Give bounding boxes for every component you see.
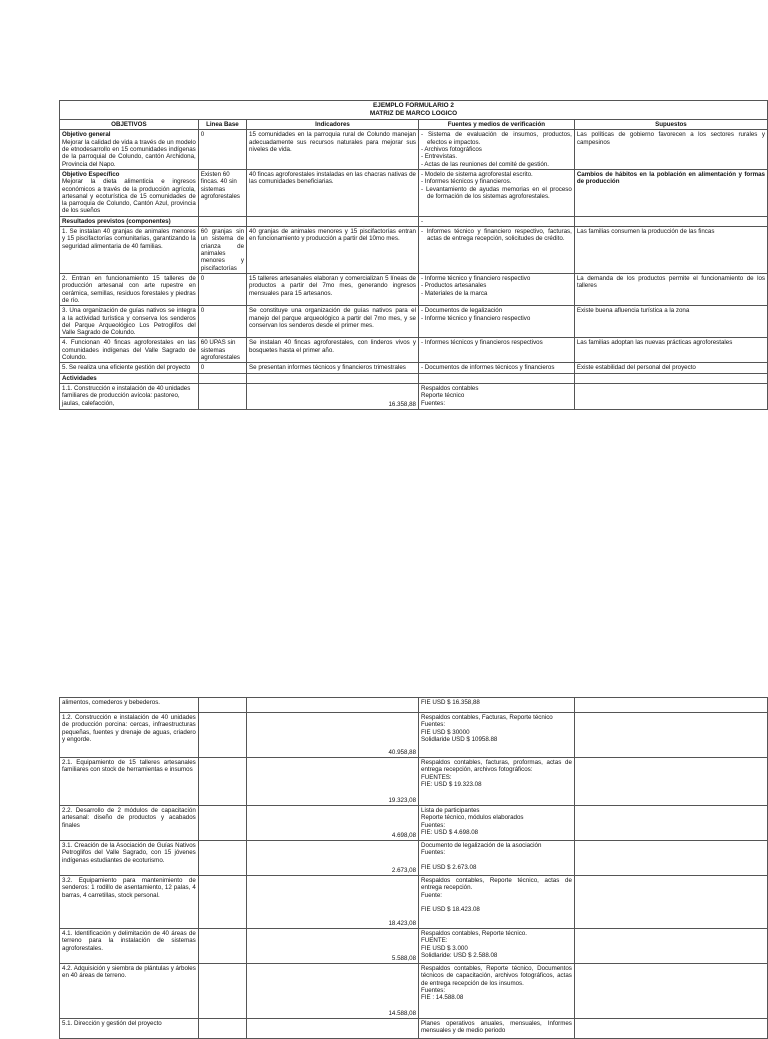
table-row	[60, 964, 768, 1019]
source-item: FUENTES:	[421, 773, 452, 781]
sources-cell	[419, 876, 575, 929]
baseline-cell: 0	[198, 363, 246, 373]
source-item: FIE USD $ 3.000	[421, 944, 468, 952]
source-item: Respaldos contables	[420, 385, 479, 392]
indicator-cell: 40 granjas de animales menores y 15 piscifactorías entran en funcionamiento y producción a partir del 10mo mes.	[247, 227, 419, 274]
source-item: Solidlaride: USD $ 2.588.08	[421, 951, 498, 959]
indicator-cell: Se presentan informes técnicos y financieros trimestrales	[247, 363, 419, 373]
sources-cell	[418, 227, 574, 274]
baseline-cell: 0	[198, 130, 246, 170]
sources-cell	[418, 306, 574, 338]
activity-amount: 16.358,88	[247, 384, 419, 410]
source-item: - Actas de las reuniones del comité de gestión.	[420, 160, 549, 168]
source-item: Reporte técnico	[420, 392, 465, 400]
source-item: FIE: USD $ 19.323.08	[421, 780, 482, 788]
sources-cell	[418, 169, 574, 216]
source-item: - Archivos fotográficos	[420, 145, 482, 153]
source-item: Solidlaride USD $ 10958.88	[421, 735, 498, 743]
source-item: Planes operativos anuales, mensuales, Informes mensuales y de medio periodo	[421, 1020, 572, 1035]
header-linea-base: Linea Base	[198, 120, 246, 130]
source-item: - Modelo de sistema agroforestal escrito.	[420, 170, 533, 178]
assumption-cell: Existe estabilidad del personal del proyecto	[574, 363, 767, 373]
activity-amount	[247, 1019, 419, 1039]
title-line-2: MATRIZ DE MARCO LOGICO	[369, 110, 458, 117]
objective-cell	[60, 130, 199, 170]
source-item: FIE USD $ 2.673.08	[421, 863, 477, 871]
sources-cell	[418, 363, 574, 373]
table-row	[60, 876, 768, 929]
activity-cell: 3.2. Equipamiento para mantenimiento de senderos: 1 rodillo de asentamiento, 12 palas, 4 barras, 4 carretillas, stock personal.	[60, 876, 199, 929]
indicator-cell: Se instalan 40 fincas agroforestales, con linderos vivos y bosquetes hasta el primer año.	[247, 338, 419, 363]
objective-text: Mejorar la calidad de vida a través de un modelo de etnodesarrollo en 15 comunidades indígenas de la parroquial de Colundo, cantón Archidona, Provincia del Napo.	[62, 138, 196, 168]
source-item: - Informes técnicos y financieros.	[420, 178, 512, 186]
source-item: FIE: USD $ 4.698.08	[421, 828, 479, 836]
indicator-cell: Se constituye una organización de guías nativos para el manejo del parque arqueológico a partir del 7mo mes, y se conservan los senderos desde el primer mes.	[247, 306, 419, 338]
baseline-cell: 60 granjas sin un sistema de crianza de animales menores y piscifactorías	[198, 227, 246, 274]
activities-label: Actividades	[60, 373, 199, 383]
logical-framework-table-page-1	[59, 100, 768, 410]
table-row	[60, 216, 768, 226]
source-item	[421, 899, 572, 906]
source-item	[421, 857, 572, 864]
table-row	[60, 338, 768, 363]
assumption-cell: Las políticas de gobierno favorecen a los sectores rurales y campesinos	[574, 130, 767, 170]
table-row	[60, 130, 768, 170]
header-fuentes: Fuentes y medios de verificación	[418, 120, 574, 130]
source-item: Documento de legalización de la asociación	[421, 842, 542, 849]
objective-cell: 3. Una organización de guías nativos se integra a la actividad turística y conserva los senderos del Parque Arqueológico Los Petroglifos del Valle Sagrado de Colundo.	[60, 306, 199, 338]
activity-amount: 2.673,08	[247, 841, 419, 876]
source-item: Reporte técnico, módulos elaborados	[421, 814, 524, 822]
source-item: - Materiales de la marca	[420, 289, 488, 297]
sources-cell	[418, 130, 574, 170]
objective-text: Mejorar la dieta alimenticia e ingresos económicos a través de la producción agrícola, artesanal y ecoturística de 15 comunidades de la parroquia de Colundo, Cantón Azul, provincia de los sueños	[62, 178, 196, 215]
objective-cell: 1. Se instalan 40 granjas de animales menores y 15 piscifactorías comunitarias, garantizando la seguridad alimentaria de 40 familias.	[60, 227, 199, 274]
table-row	[60, 169, 768, 216]
source-item: - Productos artesanales	[420, 282, 487, 290]
table-row	[60, 384, 768, 410]
logical-framework-table-page-2	[59, 697, 768, 1039]
activity-cell: 3.1. Creación de la Asociación de Guías Nativos Petroglifos del Valle Sagrado, con 15 jóvenes indígenas estudiantes de ecoturismo.	[60, 841, 199, 876]
table-row	[60, 758, 768, 806]
source-item: - Sistema de evaluación de insumos, productos, efectos e impactos.	[420, 131, 572, 146]
objective-cell: 2. Entran en funcionamiento 15 talleres de producción artesanal con arte rupestre en cerámica, semillas, residuos forestales y piedras de río.	[60, 273, 199, 305]
objective-cell: 4. Funcionan 40 fincas agroforestales en las comunidades indígenas del Valle Sagrado de Colundo.	[60, 338, 199, 363]
header-objetivos: OBJETIVOS	[60, 120, 199, 130]
activity-cell: 2.1. Equipamiento de 15 talleres artesanales familiares con stock de herramientas e insumos	[60, 758, 199, 806]
header-row	[60, 120, 768, 130]
assumption-cell: La demanda de los productos permite el funcionamiento de los talleres	[574, 273, 767, 305]
activity-cell: 1.2. Construcción e instalación de 40 unidades de producción porcina: cercas, infraestructuras pequeñas, fuentes y drenaje de aguas, criadero y engorde.	[60, 713, 199, 758]
source-item: Respaldos contables, facturas, proformas, actas de entrega recepción, archivos fotográficos:	[421, 759, 572, 774]
sources-cell	[418, 273, 574, 305]
activity-cell: 4.2. Adquisición y siembra de plántulas y árboles en 40 áreas de terreno.	[60, 964, 199, 1019]
source-item: Fuente:	[421, 891, 442, 899]
source-item: FIE USD $ 16.358,88	[421, 699, 480, 706]
source-item: FIE : 14.588.08	[421, 994, 464, 1002]
source-item: Respaldos contables, Facturas, Reporte técnico	[421, 714, 553, 721]
activity-cell: 2.2. Desarrollo de 2 módulos de capacitación artesanal: diseño de productos y acabados finales	[60, 806, 199, 841]
source-item: - Entrevistas.	[420, 153, 458, 161]
sources-cell	[419, 841, 575, 876]
table-title	[60, 101, 768, 120]
source-item: Respaldos contables, Reporte técnico.	[421, 930, 527, 937]
baseline-cell: 0	[198, 306, 246, 338]
activity-amount: 14.588,08	[247, 964, 419, 1019]
sources-cell	[419, 758, 575, 806]
table-row	[60, 806, 768, 841]
objective-cell: 5. Se realiza una eficiente gestión del proyecto	[60, 363, 199, 373]
sources-cell	[419, 964, 575, 1019]
source-item: - Informes técnicos y financieros respectivos	[420, 339, 543, 347]
source-item: Fuentes:	[421, 849, 446, 857]
source-item: - Informe técnico y financiero respectivo	[420, 314, 531, 322]
assumption-cell: Las familias adoptan las nuevas prácticas agroforestales	[574, 338, 767, 363]
sources-cell	[418, 384, 574, 410]
activity-amount: 5.588,08	[247, 929, 419, 964]
assumption-cell: Cambios de hábitos en la población en alimentación y formas de producción	[574, 169, 767, 216]
activity-amount: 18.423,08	[247, 876, 419, 929]
source-item: - Documentos de informes técnicos y financieros	[420, 364, 555, 372]
source-item: Fuentes:	[421, 986, 446, 994]
table-row	[60, 713, 768, 758]
assumption-cell: Existe buena afluencia turística a la zona	[574, 306, 767, 338]
sources-cell	[418, 338, 574, 363]
results-label: Resultados previstos (componentes)	[60, 216, 199, 226]
source-item: Fuentes:	[421, 721, 446, 729]
sources-cell: -	[418, 216, 574, 226]
activity-cell: alimentos, comederos y bebederos.	[60, 698, 199, 713]
assumption-cell: Las familias consumen la producción de las fincas	[574, 227, 767, 274]
table-row	[60, 273, 768, 305]
objective-label: Objetivo Específico	[62, 170, 120, 178]
activity-amount: 19.323,08	[247, 758, 419, 806]
title-line-1: EJEMPLO FORMULARIO 2	[373, 102, 454, 109]
table-row	[60, 373, 768, 383]
indicator-cell: 15 talleres artesanales elaboran y comercializan 5 líneas de productos a partir del 7mo mes, generando ingresos mensuales para 15 artesanos.	[247, 273, 419, 305]
sources-cell	[419, 806, 575, 841]
source-item: Respaldos contables, Reporte técnico, actas de entrega recepción.	[421, 877, 572, 892]
header-supuestos: Supuestos	[574, 120, 767, 130]
sources-cell	[419, 929, 575, 964]
indicator-cell: 40 fincas agroforestales instaladas en las chacras nativas de las comunidades beneficiarias.	[247, 169, 419, 216]
sources-cell	[419, 698, 575, 713]
objective-cell	[60, 169, 199, 216]
activity-amount	[247, 698, 419, 713]
activity-amount: 4.698,08	[247, 806, 419, 841]
activity-cell: 1.1. Construcción e instalación de 40 unidades familiares de producción avícola: pastoreo, jaulas, calefacción,	[60, 384, 199, 410]
baseline-cell: 0	[198, 273, 246, 305]
indicator-cell	[247, 216, 419, 226]
baseline-cell: 60 UPAS sin sistemas agroforestales	[198, 338, 246, 363]
header-indicadores: Indicadores	[247, 120, 419, 130]
source-item: - Informe técnico y financiero respectivo	[420, 274, 531, 282]
table-row	[60, 363, 768, 373]
source-item: Fuentes:	[421, 821, 446, 829]
source-item: Lista de participantes	[421, 807, 480, 814]
source-item: FIE USD $ 18.423.08	[421, 906, 480, 914]
source-item: Respaldos contables, Reporte técnico, Documentos técnicos de capacitación, archivos fotográficos, actas de entrega recepción de los insumos.	[421, 965, 572, 987]
baseline-cell: Existen 60 fincas. 40 sin sistemas agroforestales	[198, 169, 246, 216]
indicator-cell: 15 comunidades en la parroquia rural de Colundo manejan adecuadamente sus recursos naturales para mejorar sus niveles de vida.	[247, 130, 419, 170]
source-item: - Documentos de legalización	[420, 307, 503, 315]
table-row	[60, 841, 768, 876]
table-row	[60, 306, 768, 338]
objective-label: Objetivo general	[62, 131, 111, 139]
activity-amount: 40.958,88	[247, 713, 419, 758]
activity-cell: 5.1. Dirección y gestión del proyecto	[60, 1019, 199, 1039]
assumption-cell	[574, 216, 767, 226]
activity-cell: 4.1. Identificación y delimitación de 40 áreas de terreno para la instalación de sistemas agroforestales.	[60, 929, 199, 964]
source-item: FIE USD $ 30000	[421, 728, 470, 736]
source-item: - Levantamiento de ayudas memorias en el proceso de formación de los sistemas agroforestales.	[420, 185, 572, 200]
baseline-cell	[198, 216, 246, 226]
sources-cell	[419, 713, 575, 758]
sources-cell	[419, 1019, 575, 1039]
source-item: Fuentes:	[420, 399, 446, 407]
table-row	[60, 698, 768, 713]
source-item: - Informes técnico y financiero respectivo, facturas, actas de entrega recepción, solicitudes de crédito.	[420, 228, 572, 243]
table-row	[60, 227, 768, 274]
table-row	[60, 929, 768, 964]
table-row	[60, 1019, 768, 1039]
source-item: FUENTE:	[421, 937, 448, 945]
